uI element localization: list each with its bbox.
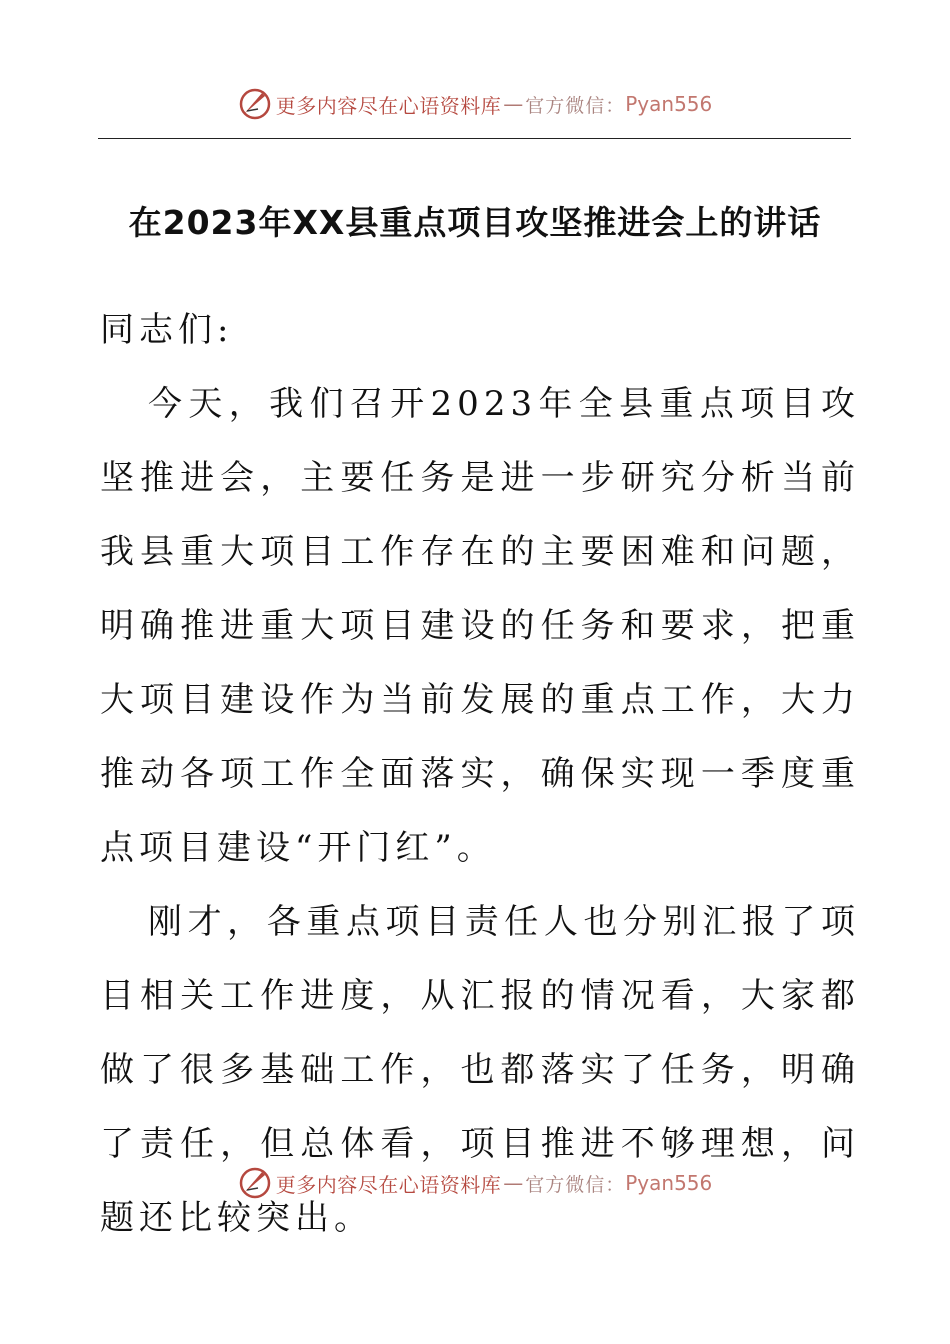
banner-wechat-label: 官方微信：: [525, 1173, 626, 1196]
banner-dash: —: [503, 1171, 524, 1195]
salutation: 同志们:: [100, 310, 234, 350]
paragraph-2: 刚才，各重点项目责任人也分别汇报了项目相关工作进度，从汇报的情况看，大家都做了很多基础工作，也都落实了任务，明确了责任，但总体看，项目推进不够理想，问题还比较突出。: [100, 902, 860, 1238]
banner-site-name: 更多内容尽在心语资料库: [275, 1172, 502, 1197]
banner-dash: —: [503, 92, 524, 116]
banner-wechat-label: 官方微信：: [525, 94, 626, 117]
header-banner: [0, 84, 950, 124]
quill-pen-logo-icon: [238, 87, 272, 121]
footer-banner: [0, 1163, 950, 1203]
banner-wechat-id: Pyan556: [625, 1171, 713, 1195]
banner-wechat-id: Pyan556: [625, 92, 713, 116]
document-title: 在2023年XX县重点项目攻坚推进会上的讲话: [128, 203, 822, 242]
quill-pen-logo-icon: [238, 1166, 272, 1200]
header-divider: [98, 138, 851, 139]
paragraph-1: 今天，我们召开2023年全县重点项目攻坚推进会，主要任务是进一步研究分析当前我县重大项目工作存在的主要困难和问题，明确推进重大项目建设的任务和要求，把重大项目建设作为当前发展的重点工作，大力推动各项工作全面落实，确保实现一季度重点项目建设“开门红”。: [100, 384, 860, 868]
banner-site-name: 更多内容尽在心语资料库: [275, 93, 502, 118]
document-body: [100, 293, 860, 1255]
